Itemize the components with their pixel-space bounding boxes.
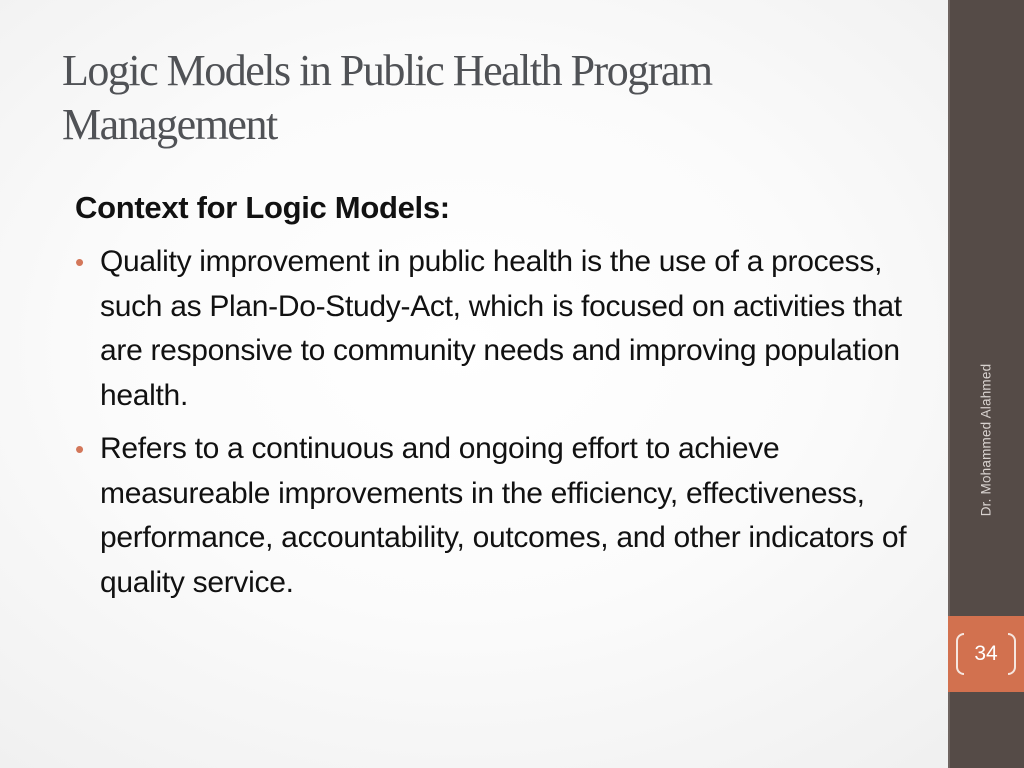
bullet-icon: • xyxy=(75,247,84,277)
slide-title: Logic Models in Public Health Program Management xyxy=(62,46,712,149)
bullet-item xyxy=(75,427,915,605)
bullet-item xyxy=(75,240,915,418)
side-bar xyxy=(948,0,1024,768)
slide-body xyxy=(75,188,915,614)
bullet-text: Quality improvement in public health is the use of a process, such as Plan-Do-Study-Act, which is focused on activities that are responsive to community needs and improving population health. xyxy=(100,245,902,412)
bullet-list xyxy=(75,240,915,605)
page-number-badge xyxy=(948,616,1024,692)
section-heading: Context for Logic Models: xyxy=(75,190,450,225)
bullet-text: Refers to a continuous and ongoing effort to achieve measureable improvements in the efficiency, effectiveness, performance, accountability, outcomes, and other indicators of quality service. xyxy=(100,432,907,599)
bullet-icon: • xyxy=(75,434,84,464)
page-number: 34 xyxy=(974,642,998,665)
author-label: Dr. Mohammed Alahmed xyxy=(978,363,994,517)
